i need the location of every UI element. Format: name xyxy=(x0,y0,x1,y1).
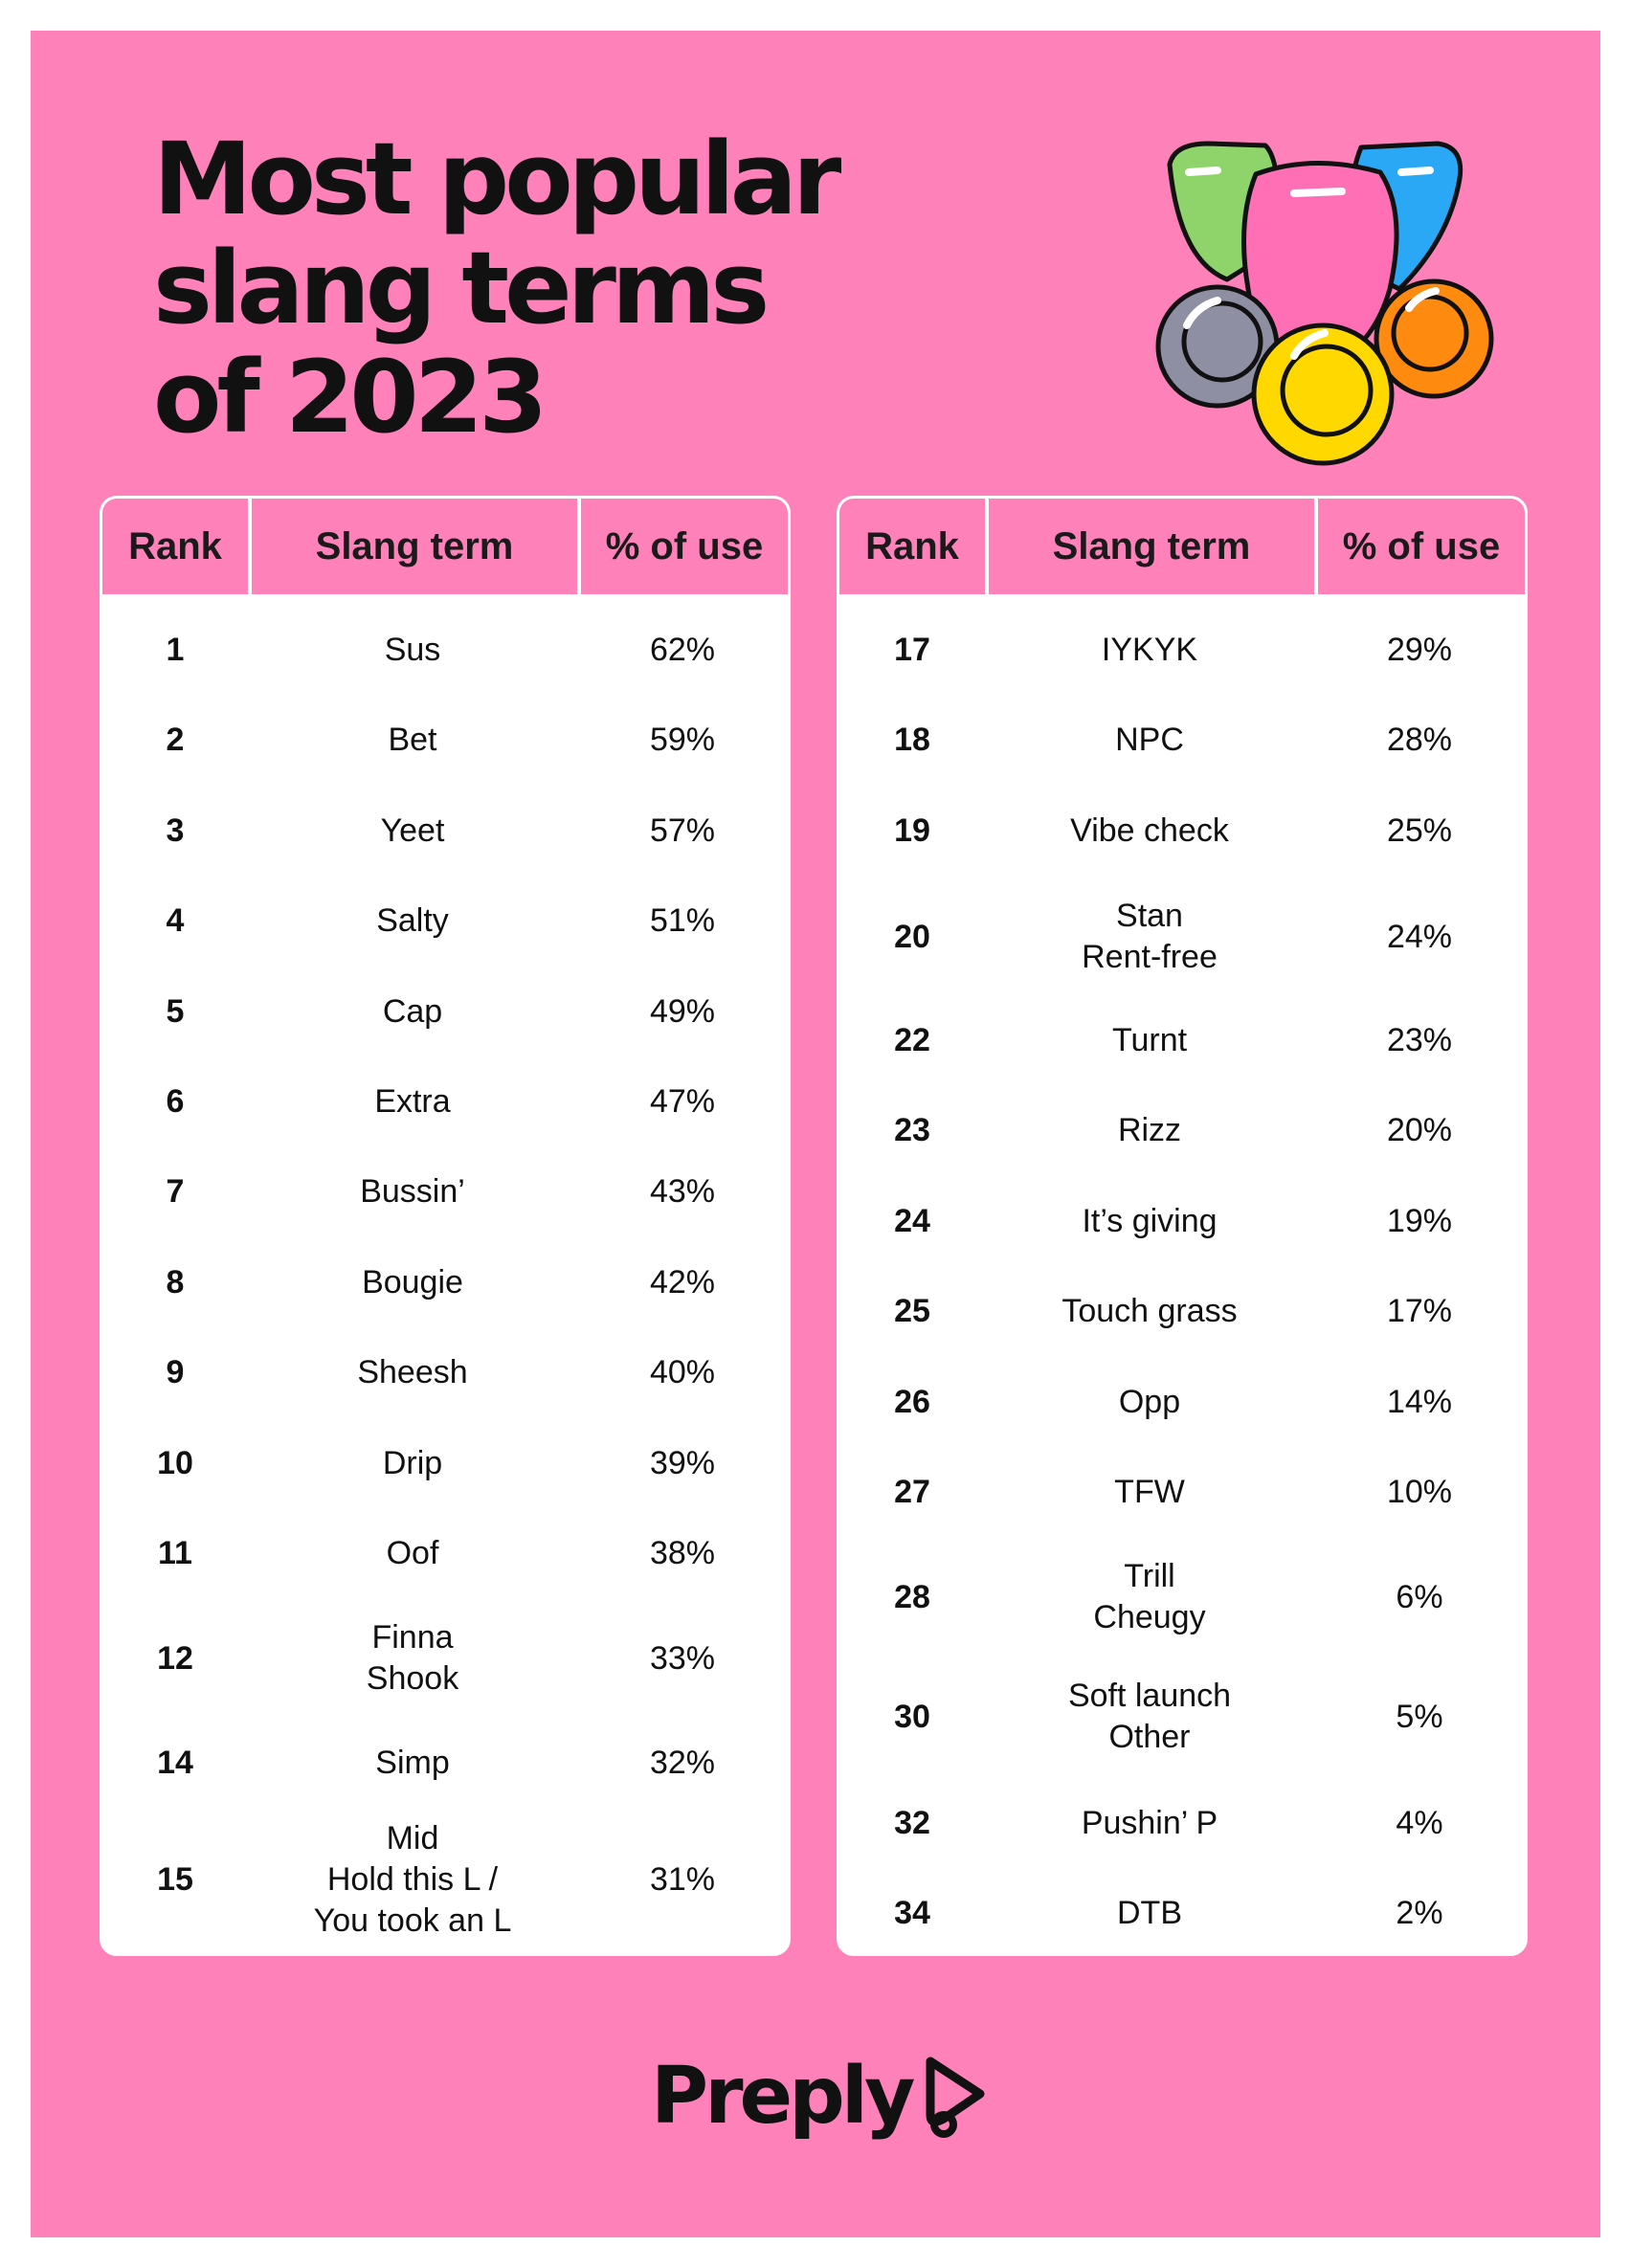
percent-cell: 40% xyxy=(649,1353,716,1390)
table-row xyxy=(839,1002,1525,1078)
table-row xyxy=(102,973,788,1050)
slang-term-cell xyxy=(985,1803,1314,1844)
slang-term: Rent-free xyxy=(1082,939,1218,975)
slang-table-left xyxy=(100,496,791,1956)
rank-cell: 27 xyxy=(894,1473,930,1510)
slang-term: Finna xyxy=(371,1619,454,1656)
slang-term-cell xyxy=(248,1533,577,1574)
rank-cell: 11 xyxy=(158,1534,192,1571)
slang-term-cell xyxy=(985,1201,1314,1242)
slang-term: Drip xyxy=(382,1444,443,1481)
slang-term-cell xyxy=(248,811,577,852)
slang-term: DTB xyxy=(1117,1894,1182,1931)
rank-cell: 24 xyxy=(894,1202,930,1239)
slang-term: Salty xyxy=(376,901,449,939)
percent-cell: 57% xyxy=(649,812,716,849)
table-row xyxy=(102,1244,788,1321)
slang-term-cell xyxy=(985,896,1314,978)
slang-term: Other xyxy=(1108,1719,1191,1755)
table-header xyxy=(839,499,1525,594)
percent-cell: 38% xyxy=(649,1534,716,1571)
slang-term: You took an L xyxy=(313,1901,512,1939)
title-line-3: of 2023 xyxy=(153,339,544,456)
table-row xyxy=(102,1063,788,1140)
table-row xyxy=(839,792,1525,869)
percent-cell: 32% xyxy=(649,1744,716,1781)
percent-cell: 59% xyxy=(649,721,716,758)
slang-term: IYKYK xyxy=(1101,631,1198,668)
preply-logo xyxy=(651,2048,990,2144)
page-title xyxy=(153,121,838,456)
slang-term: Extra xyxy=(374,1082,451,1120)
percent-cell: 5% xyxy=(1396,1698,1443,1735)
table-row xyxy=(839,1679,1525,1755)
slang-term-cell xyxy=(985,720,1314,761)
percent-cell: 24% xyxy=(1386,918,1453,955)
table-row xyxy=(102,1724,788,1801)
percent-cell: 4% xyxy=(1396,1804,1443,1841)
rank-cell: 32 xyxy=(894,1804,930,1841)
rank-cell: 4 xyxy=(166,901,185,939)
table-row xyxy=(839,1559,1525,1635)
slang-term-cell xyxy=(248,901,577,942)
percent-cell: 6% xyxy=(1396,1578,1443,1615)
percent-cell: 33% xyxy=(649,1639,716,1677)
slang-term-cell xyxy=(985,630,1314,671)
percent-cell: 39% xyxy=(649,1444,716,1481)
slang-term-cell xyxy=(248,1743,577,1784)
slang-term-cell xyxy=(985,1556,1314,1638)
medals-illustration xyxy=(1151,136,1514,480)
slang-term: Touch grass xyxy=(1061,1292,1238,1329)
slang-term: Bougie xyxy=(362,1263,463,1301)
rank-cell: 5 xyxy=(166,992,185,1030)
table-row xyxy=(839,1273,1525,1349)
percent-cell: 43% xyxy=(649,1172,716,1210)
rank-cell: 14 xyxy=(157,1744,193,1781)
title-line-1: Most popular xyxy=(153,121,838,237)
table-row xyxy=(102,1819,788,1939)
table-row xyxy=(102,611,788,688)
rank-cell: 22 xyxy=(894,1021,930,1058)
slang-term-cell xyxy=(985,811,1314,852)
slang-term: Turnt xyxy=(1111,1021,1188,1058)
percent-cell: 42% xyxy=(649,1263,716,1301)
percent-cell: 17% xyxy=(1386,1292,1453,1329)
percent-cell: 51% xyxy=(649,901,716,939)
table-row xyxy=(102,1620,788,1697)
rank-cell: 10 xyxy=(157,1444,193,1481)
slang-term-cell xyxy=(248,1443,577,1484)
rank-cell: 25 xyxy=(894,1292,930,1329)
slang-term: Pushin’ P xyxy=(1081,1804,1218,1841)
table-row xyxy=(102,701,788,778)
percent-cell: 2% xyxy=(1396,1894,1443,1931)
rank-cell: 20 xyxy=(894,918,930,955)
rank-cell: 23 xyxy=(894,1111,930,1148)
rank-cell: 7 xyxy=(166,1172,185,1210)
table-row xyxy=(102,1153,788,1230)
slang-term: Hold this L / xyxy=(326,1860,499,1898)
table-row xyxy=(102,1334,788,1411)
slang-term-cell xyxy=(985,1893,1314,1934)
slang-term-cell xyxy=(248,1081,577,1123)
table-row xyxy=(839,611,1525,688)
slang-term: It’s giving xyxy=(1082,1202,1218,1239)
rank-cell: 26 xyxy=(894,1383,930,1420)
preply-mark-icon xyxy=(923,2052,990,2140)
slang-term: NPC xyxy=(1115,721,1184,758)
rank-cell: 34 xyxy=(894,1894,930,1931)
percent-cell: 47% xyxy=(649,1082,716,1120)
percent-cell: 20% xyxy=(1386,1111,1453,1148)
slang-term-cell xyxy=(985,1110,1314,1151)
slang-term-cell xyxy=(248,1262,577,1303)
table-row xyxy=(839,1454,1525,1530)
slang-term: Sheesh xyxy=(357,1353,468,1390)
rank-cell: 28 xyxy=(894,1578,930,1615)
slang-term-cell xyxy=(248,630,577,671)
percent-cell: 62% xyxy=(649,631,716,668)
table-row xyxy=(839,1183,1525,1259)
rank-cell: 2 xyxy=(166,721,185,758)
slang-term-cell xyxy=(248,1818,577,1942)
slang-term: Opp xyxy=(1118,1383,1181,1420)
slang-term: Rizz xyxy=(1117,1111,1182,1148)
table-row xyxy=(839,1875,1525,1951)
slang-term: Simp xyxy=(375,1744,450,1781)
title-line-2: slang terms xyxy=(153,230,766,346)
slang-term-cell xyxy=(248,720,577,761)
slang-term: Cheugy xyxy=(1093,1599,1206,1635)
table-row xyxy=(102,1425,788,1501)
percent-cell: 28% xyxy=(1386,721,1453,758)
percent-cell: 31% xyxy=(649,1860,716,1898)
rank-cell: 8 xyxy=(166,1263,185,1301)
percent-cell: 14% xyxy=(1386,1383,1453,1420)
rank-cell: 19 xyxy=(894,812,930,849)
slang-term-cell xyxy=(248,1352,577,1393)
rank-cell: 9 xyxy=(166,1353,185,1390)
rank-cell: 3 xyxy=(166,812,185,849)
slang-term-cell xyxy=(985,1020,1314,1061)
rank-cell: 1 xyxy=(166,631,185,668)
slang-term: Shook xyxy=(366,1660,459,1697)
slang-term: Stan xyxy=(1116,898,1183,934)
slang-term: Soft launch xyxy=(1067,1678,1232,1714)
slang-term: Cap xyxy=(382,992,443,1030)
slang-term: Bet xyxy=(388,721,437,758)
slang-term: Vibe check xyxy=(1070,812,1229,849)
rank-cell: 17 xyxy=(894,631,930,668)
percent-cell: 25% xyxy=(1386,812,1453,849)
table-row xyxy=(102,882,788,959)
slang-term: Oof xyxy=(386,1534,439,1571)
slang-term-cell xyxy=(985,1291,1314,1332)
percent-cell: 23% xyxy=(1386,1021,1453,1058)
percent-cell: 49% xyxy=(649,992,716,1030)
slang-term-cell xyxy=(985,1382,1314,1423)
slang-term: Bussin’ xyxy=(360,1172,465,1210)
header-slang-term: Slang term xyxy=(248,499,577,594)
table-header xyxy=(102,499,788,594)
slang-table-right xyxy=(837,496,1528,1956)
table-row xyxy=(102,792,788,869)
percent-cell: 19% xyxy=(1386,1202,1453,1239)
slang-term: TFW xyxy=(1114,1473,1185,1510)
slang-term: Yeet xyxy=(380,812,445,849)
table-row xyxy=(839,899,1525,975)
slang-term-cell xyxy=(985,1676,1314,1758)
header-rank: Rank xyxy=(839,499,985,594)
table-row xyxy=(839,1364,1525,1440)
percent-cell: 29% xyxy=(1386,631,1453,668)
slang-term-cell xyxy=(248,1171,577,1212)
logo-wordmark: Preply xyxy=(651,2050,912,2142)
rank-cell: 15 xyxy=(157,1860,193,1898)
slang-term: Mid xyxy=(386,1819,439,1857)
table-row xyxy=(839,1785,1525,1861)
header-percent-use: % of use xyxy=(1314,499,1525,594)
table-row xyxy=(102,1515,788,1591)
header-rank: Rank xyxy=(102,499,248,594)
percent-cell: 10% xyxy=(1386,1473,1453,1510)
slang-term-cell xyxy=(985,1472,1314,1513)
rank-cell: 18 xyxy=(894,721,930,758)
table-row xyxy=(839,701,1525,778)
header-percent-use: % of use xyxy=(577,499,788,594)
slang-term: Trill xyxy=(1124,1558,1175,1594)
header-slang-term: Slang term xyxy=(985,499,1314,594)
rank-cell: 6 xyxy=(166,1082,185,1120)
slang-term: Sus xyxy=(384,631,441,668)
rank-cell: 12 xyxy=(157,1639,193,1677)
rank-cell: 30 xyxy=(894,1698,930,1735)
slang-term-cell xyxy=(248,991,577,1033)
slang-term-cell xyxy=(248,1617,577,1700)
table-row xyxy=(839,1092,1525,1168)
